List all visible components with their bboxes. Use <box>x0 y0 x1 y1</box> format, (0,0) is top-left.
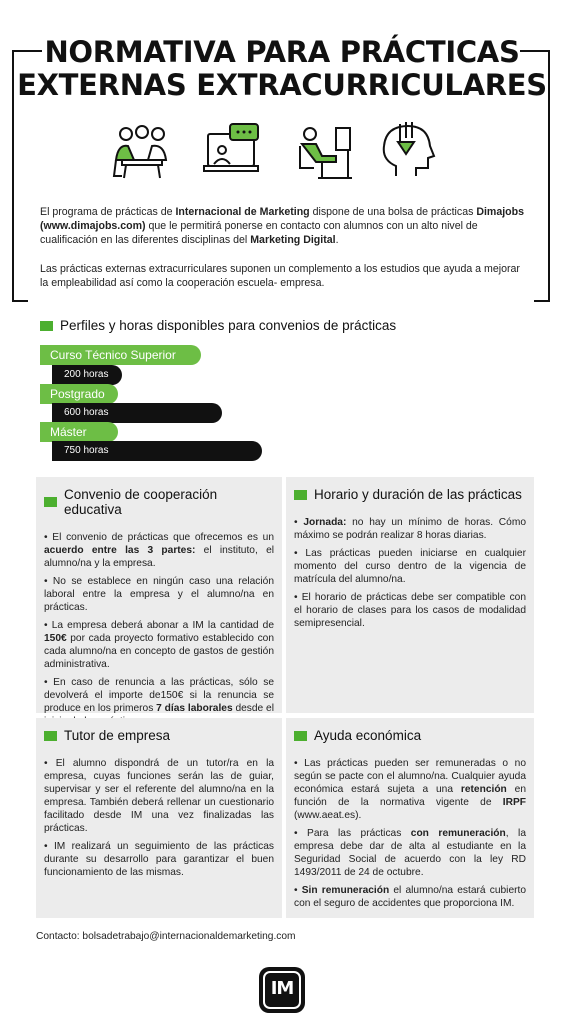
title-line-1: NORMATIVA PARA PRÁCTICAS <box>44 35 520 69</box>
list-item: • IM realizará un seguimiento de las prácticas durante su desarrollo para garantizar el buen funcionamiento de las mismas. <box>44 841 274 878</box>
intro-paragraph-2: Las prácticas externas extracurriculares suponen un complemento a los estudios que ayuda a mejorar la empleabilidad así como la cooperación escuela- empresa. <box>40 262 520 289</box>
team-meeting-icon <box>108 120 172 182</box>
page-title <box>0 36 564 102</box>
bullet-square-icon <box>294 731 307 741</box>
horario-heading: Horario y duración de las prácticas <box>294 487 526 502</box>
list-item: • El horario de prácticas debe ser compatible con el horario de clases para los casos de modalidad semipresencial. <box>294 592 526 629</box>
profiles-heading: Perfiles y horas disponibles para convenios de prácticas <box>40 318 396 333</box>
horario-box <box>286 477 534 713</box>
convenio-box <box>36 477 282 713</box>
head-download-icon <box>376 120 440 182</box>
list-item: • Las prácticas pueden ser remuneradas o no según se pacte con el alumno/na. Cualquier ayuda económica estará sujeta a una retención en función de la normativa vigente de IRPF (www.aeat.es). <box>294 758 526 821</box>
icon-row <box>108 120 438 182</box>
profile-label-tecnico: Curso Técnico Superior <box>40 345 201 365</box>
title-line-2: EXTERNAS EXTRACURRICULARES <box>17 68 547 102</box>
hours-bar-master: 750 horas <box>52 441 262 461</box>
list-item: • Jornada: no hay un mínimo de horas. Cómo máximo se podrán realizar 8 horas diarias. <box>294 517 526 541</box>
video-chat-icon <box>200 120 264 182</box>
list-item: • No se establece en ningún caso una relación laboral entre la empresa y el alumno/na en prácticas. <box>44 576 274 613</box>
list-item: • Para las prácticas con remuneración, la empresa debe dar de alta al estudiante en la Seguridad Social de acuerdo con la ley RD 1493/2011 de 24 de octubre. <box>294 828 526 878</box>
desk-worker-icon <box>292 120 356 182</box>
contact-email[interactable]: Contacto: bolsadetrabajo@internacionaldemarketing.com <box>36 931 296 942</box>
list-item: • El convenio de prácticas que ofrecemos es un acuerdo entre las 3 partes: el instituto, el alumno/na y la empresa. <box>44 532 274 569</box>
list-item: • En caso de renuncia a las prácticas, sólo se devolverá el importe de150€ si la renuncia se produce en los primeros 7 días laborales desde el <box>44 677 274 714</box>
profile-label-postgrado: Postgrado <box>40 384 118 404</box>
ayuda-box <box>286 718 534 918</box>
hours-bar-tecnico: 200 horas <box>52 365 122 385</box>
im-logo: IM <box>259 967 305 1013</box>
list-item: • La empresa deberá abonar a IM la cantidad de 150€ por cada proyecto formativo establecido con cada alumno/na en concepto de gastos de gestión administrativa. <box>44 620 274 670</box>
intro-paragraph-1: El programa de prácticas de Internacional de Marketing dispone de una bolsa de prácticas Dimajobs (www.dimajobs.com) que le permitirá ponerse en contacto con alumnos con un alto nivel de cualificación en las diferentes disciplinas del Marketing Digital. <box>40 206 525 247</box>
ayuda-heading: Ayuda económica <box>294 728 526 743</box>
bullet-square-icon <box>44 731 57 741</box>
list-item: • El alumno dispondrá de un tutor/ra en la empresa, cuyas funciones serán las de guiar, supervisar y ser el referente del alumno/na en la empresa. También deberá rellenar un cuestionario facilitado desde IM una vez finalizadas las prácticas. <box>44 758 274 834</box>
list-item: • Las prácticas pueden iniciarse en cualquier momento del curso dentro de la vigencia de matrícula del alumno/na. <box>294 548 526 585</box>
bullet-square-icon <box>294 490 307 500</box>
tutor-box <box>36 718 282 918</box>
profile-label-master: Máster <box>40 422 118 442</box>
tutor-heading: Tutor de empresa <box>44 728 274 743</box>
list-item: • Sin remuneración el alumno/na estará cubierto con el seguro de accidentes que proporciona IM. <box>294 885 526 909</box>
bullet-square-icon <box>44 497 57 507</box>
convenio-heading: Convenio de cooperación educativa <box>44 487 274 517</box>
intro-text <box>40 205 528 304</box>
bullet-square-icon <box>40 321 53 331</box>
hours-bar-postgrado: 600 horas <box>52 403 222 423</box>
